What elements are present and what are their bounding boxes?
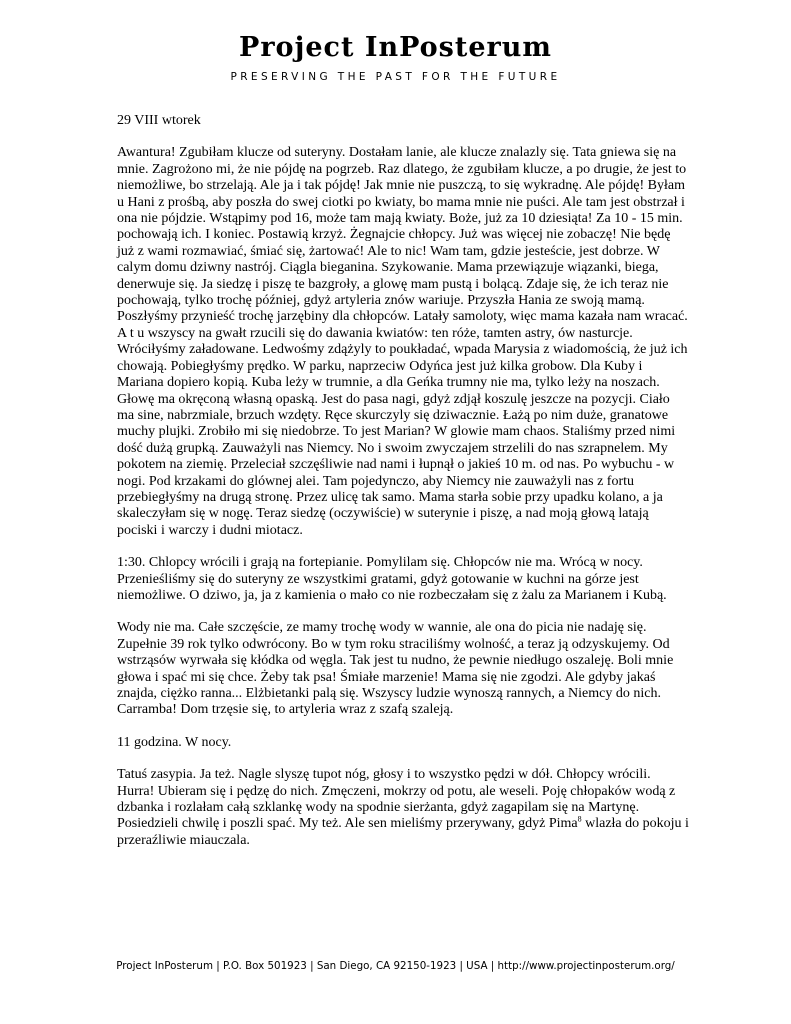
paragraph-5 xyxy=(117,767,689,849)
paragraph-5-text-end: wlazła do pokoju i przeraźliwie miauczala. xyxy=(117,816,689,848)
paragraph-2: 1:30. Chlopcy wrócili i grają na fortepianie. Pomylilam się. Chłopców nie ma. Wrócą w nocy. Przenieśliśmy się do suteryny ze wszystkimi gratami, gdyż gotowanie w kuchni na górze jest niemożliwe. O dziwo, ja, ja z kamienia o mało co nie rozbeczałam się z żalu za Marianem i Kubą. xyxy=(117,555,667,603)
page-footer: Project InPosterum | P.O. Box 501923 | San Diego, CA 92150-1923 | USA | http://www.projectinposterum.org/ xyxy=(116,960,675,972)
paragraph-3: Wody nie ma. Całe szczęście, ze mamy trochę wody w wannie, ale ona do picia nie nadaję się. Zupełnie 39 rok tylko odwrócony. Bo w tym roku straciliśmy wolność, a teraz ją odzyskujemy. Od wstrząsów wyrwała się kłódka od węgla. Tak jest tu nudno, że pewnie niedługo oszaleję. Boli mnie głowa i spać mi się chce. Żeby tak psa! Śmiałe marzenie! Mama się nie zgodzi. Ale gdyby jakaś znajda, ciężko ranna... Elżbietanki palą się. Wszyscy ludzie wynoszą rannych, a Niemcy do nich. Carramba! Dom trzęsie się, to artyleria wraz z szafą szaleją. xyxy=(117,620,674,718)
page-header xyxy=(0,30,791,84)
brand-tagline: PRESERVING THE PAST FOR THE FUTURE xyxy=(230,71,561,83)
footnote-marker: 8 xyxy=(577,814,582,824)
paragraph-1: Awantura! Zgubiłam klucze od suteryny. Dostałam lanie, ale klucze znalazly się. Tata gniewa się na mnie. Zagrożono mi, że nie pójdę na pogrzeb. Raz dlatego, że zgubiłam klucze, a po drugie, że jest to niemożliwe, bo strzelają. Ale ja i tak pójdę! Jak mnie nie puszczą, to się wykradnę. Ale pójdę! Byłam u Hani z prośbą, aby poszła do swej ciotki po kwiaty, bo mama mnie nie puści. Ale tam jest obstrzał i ona nie pójdzie. Wstąpimy pod 16, może tam mają kwiaty. Boże, już za 10 dziesiąta! Za 10 - 15 min. pochowają ich. I koniec. Postawią krzyż. Żegnajcie chłopcy. Już was więcej nie zobaczę! Nie będę już z wami rozmawiać, śmiać się, żartować! Ale to nic! Wam tam, gdzie jesteście, jest dobrze. W calym domu dziwny nastrój. Ciągla bieganina. Szykowanie. Mama przewiązuje wiązanki, biega, denerwuje się. Ja siedzę i piszę te bazgroły, a glowę mam pustą i bolącą. Zdaje się, że ich teraz nie pochowają, tylko trochę później, gdyż artyleria znów wariuje. Przyszła Hania ze swoją mamą. Poszłyśmy przynieść trochę jarzębiny dla chłopców. Latały samoloty, więc mama kazała nam wracać. A t u wszyscy na gwałt rzucili się do dawania kwiatów: ten róże, tamten astry, ów nasturcje. Wróciłyśmy załadowane. Ledwośmy zdążyly to poukładać, wpada Marysia z wiadomością, że już ich chowają. Pobiegłyśmy prędko. W parku, naprzeciw Odyńca jest już kilka grobow. Dla Kuby i Mariana dopiero kopią. Kuba leży w trumnie, a dla Geńka trumny nie ma, tylko leży na noszach. Głowę ma okręconą własną opaską. Jest do pasa nagi, gdyż zdjął koszulę jeszcze na pozycji. Ciało ma sine, nabrzmiale, brzuch wzdęty. Ręce skurczyly się dziwacznie. Łażą po nim duże, granatowe muchy plujki. Zrobiło mi się niedobrze. To jest Marian? W glowie mam chaos. Staliśmy przed nimi dość dużą grupką. Zauważyli nas Niemcy. No i swoim zwyczajem strzelili do nas szrapnelem. My pokotem na ziemię. Przeleciał szczęśliwie nad nami i łupnął o jakieś 10 m. od nas. Po wybuchu - w nogi. Pod krzakami do glównej alei. Tam pojedynczo, aby Niemcy nie zauważyli nas z fortu przebiegłyśmy na drugą stronę. Przez ulicę tak samo. Mama starła sobie przy upadku kolano, a ja skaleczyłam się w nogę. Teraz siedzę (oczywiście) w suterynie i piszę, a nad moją głową latają pociski i warczy i dudni miotacz. xyxy=(117,145,688,538)
brand-title: Project InPosterum xyxy=(239,32,552,63)
paragraph-5-text-start: Tatuś zasypia. Ja też. Nagle slyszę tupot nóg, głosy i to wszystko pędzi w dół. Chłopcy wrócili. Hurra! Ubieram się i pędzę do nich. Zmęczeni, mokrzy od potu, ale weseli. Poję chłopaków wodą z dzbanka i rozlałam całą szklankę wody na spodnie sierżanta, gdyż zagapilam się na Martynę. Posiedzieli chwilę i poszli spać. My też. Ale sen mieliśmy przerywany, gdyż Pima xyxy=(117,767,676,832)
paragraph-time-note: 11 godzina. W nocy. xyxy=(117,734,232,750)
document-body xyxy=(117,113,689,865)
date-heading: 29 VIII wtorek xyxy=(117,113,201,128)
